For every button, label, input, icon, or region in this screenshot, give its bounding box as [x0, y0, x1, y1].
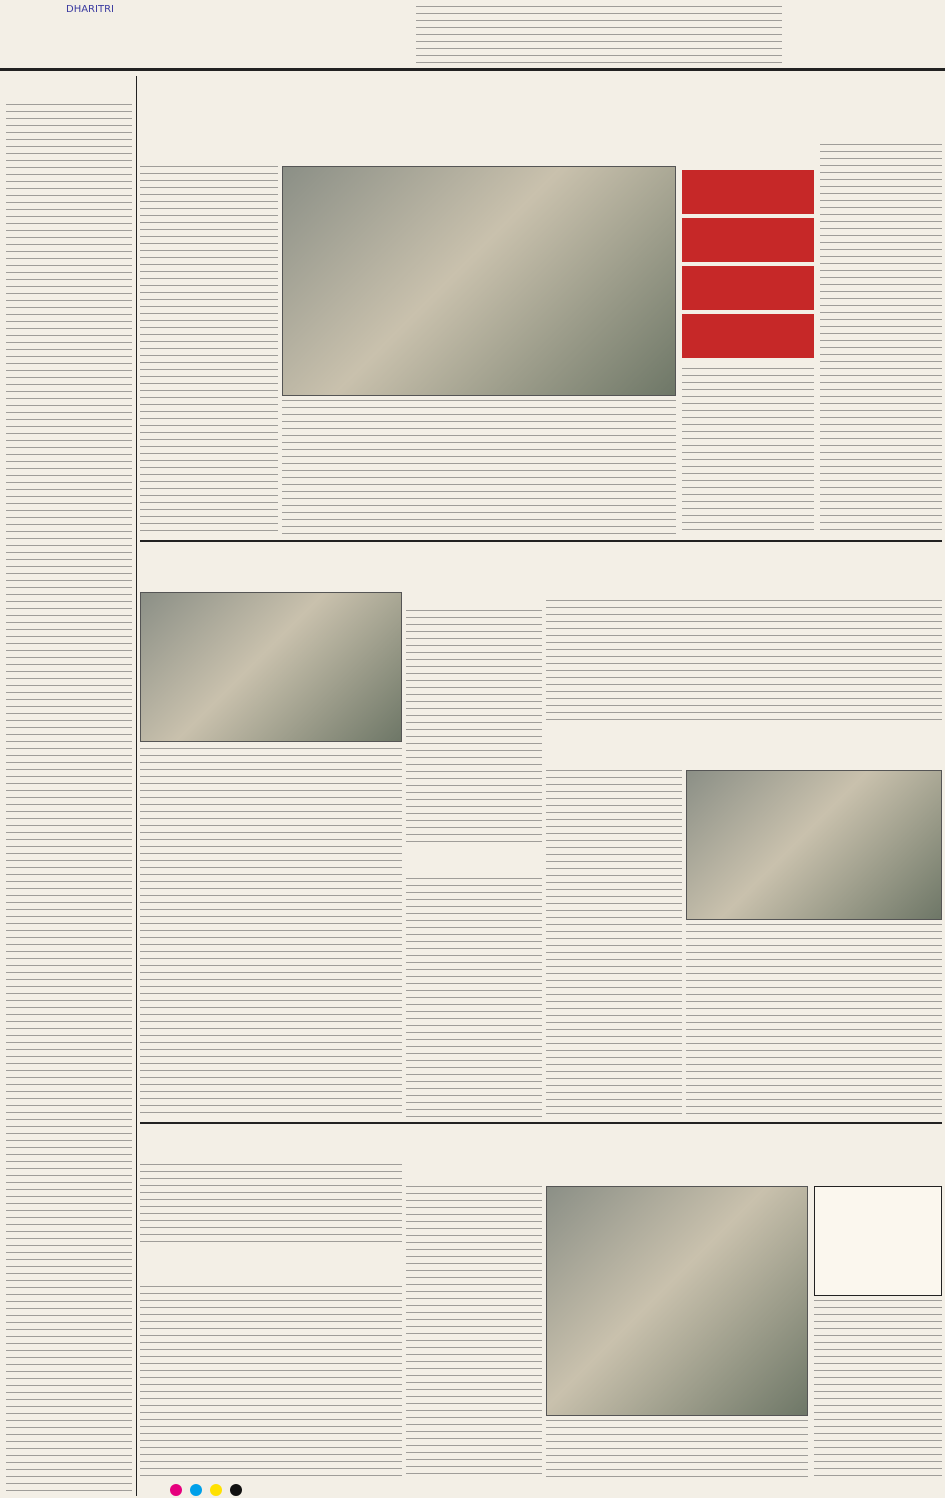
main-article-col-3 [682, 368, 814, 536]
top-strip-headline [232, 6, 412, 64]
water-box-item-2 [815, 1195, 941, 1203]
registration-mark-yellow [210, 1484, 222, 1496]
water-box-item-1 [815, 1187, 941, 1195]
power-grid-article [140, 748, 402, 1118]
cricket-headline [140, 1250, 402, 1282]
water-project-article-3 [814, 1300, 942, 1480]
top-strip-body [416, 6, 782, 64]
bullet-3 [682, 266, 814, 310]
home-guard-photo [686, 770, 942, 920]
registration-mark-cyan [190, 1484, 202, 1496]
water-project-headline [406, 1126, 942, 1182]
water-project-article [406, 1186, 542, 1480]
hospital-headline [406, 546, 542, 606]
main-headline [140, 80, 815, 158]
section-label [795, 4, 885, 52]
power-grid-photo [140, 592, 402, 742]
home-guard-article-2 [686, 924, 942, 1118]
home-guard-article [546, 770, 682, 1118]
power-grid-headline [140, 546, 402, 588]
sand-mining-article [546, 600, 942, 720]
sand-mining-headline [546, 546, 942, 596]
bullet-1 [682, 170, 814, 214]
corona-article [820, 144, 942, 536]
yoga-article [406, 878, 542, 1118]
dateline [8, 52, 228, 68]
sidebar-column [6, 104, 132, 1494]
pond-body-article [140, 1164, 402, 1244]
home-guard-headline [546, 726, 942, 766]
corona-headline [820, 80, 942, 140]
hospital-article [406, 610, 542, 848]
cricket-article [140, 1286, 402, 1480]
pond-body-headline [140, 1126, 402, 1162]
main-photo [282, 166, 676, 396]
masthead-subtitle: DHARITRI [66, 4, 114, 15]
page-number [885, 4, 940, 52]
water-project-article-2 [546, 1420, 808, 1480]
yoga-headline [406, 852, 542, 874]
water-tank-photo [546, 1186, 808, 1416]
main-article-col-1 [140, 166, 278, 536]
row-divider-1 [140, 540, 942, 542]
row-divider-2 [140, 1122, 942, 1124]
masthead-divider [0, 68, 945, 71]
bullet-2 [682, 218, 814, 262]
registration-mark-magenta [170, 1484, 182, 1496]
registration-mark-black [230, 1484, 242, 1496]
sidebar-divider [136, 76, 137, 1496]
water-project-box [814, 1186, 942, 1296]
main-bullets [682, 170, 814, 362]
bullet-4 [682, 314, 814, 358]
main-article-col-2 [282, 400, 676, 536]
